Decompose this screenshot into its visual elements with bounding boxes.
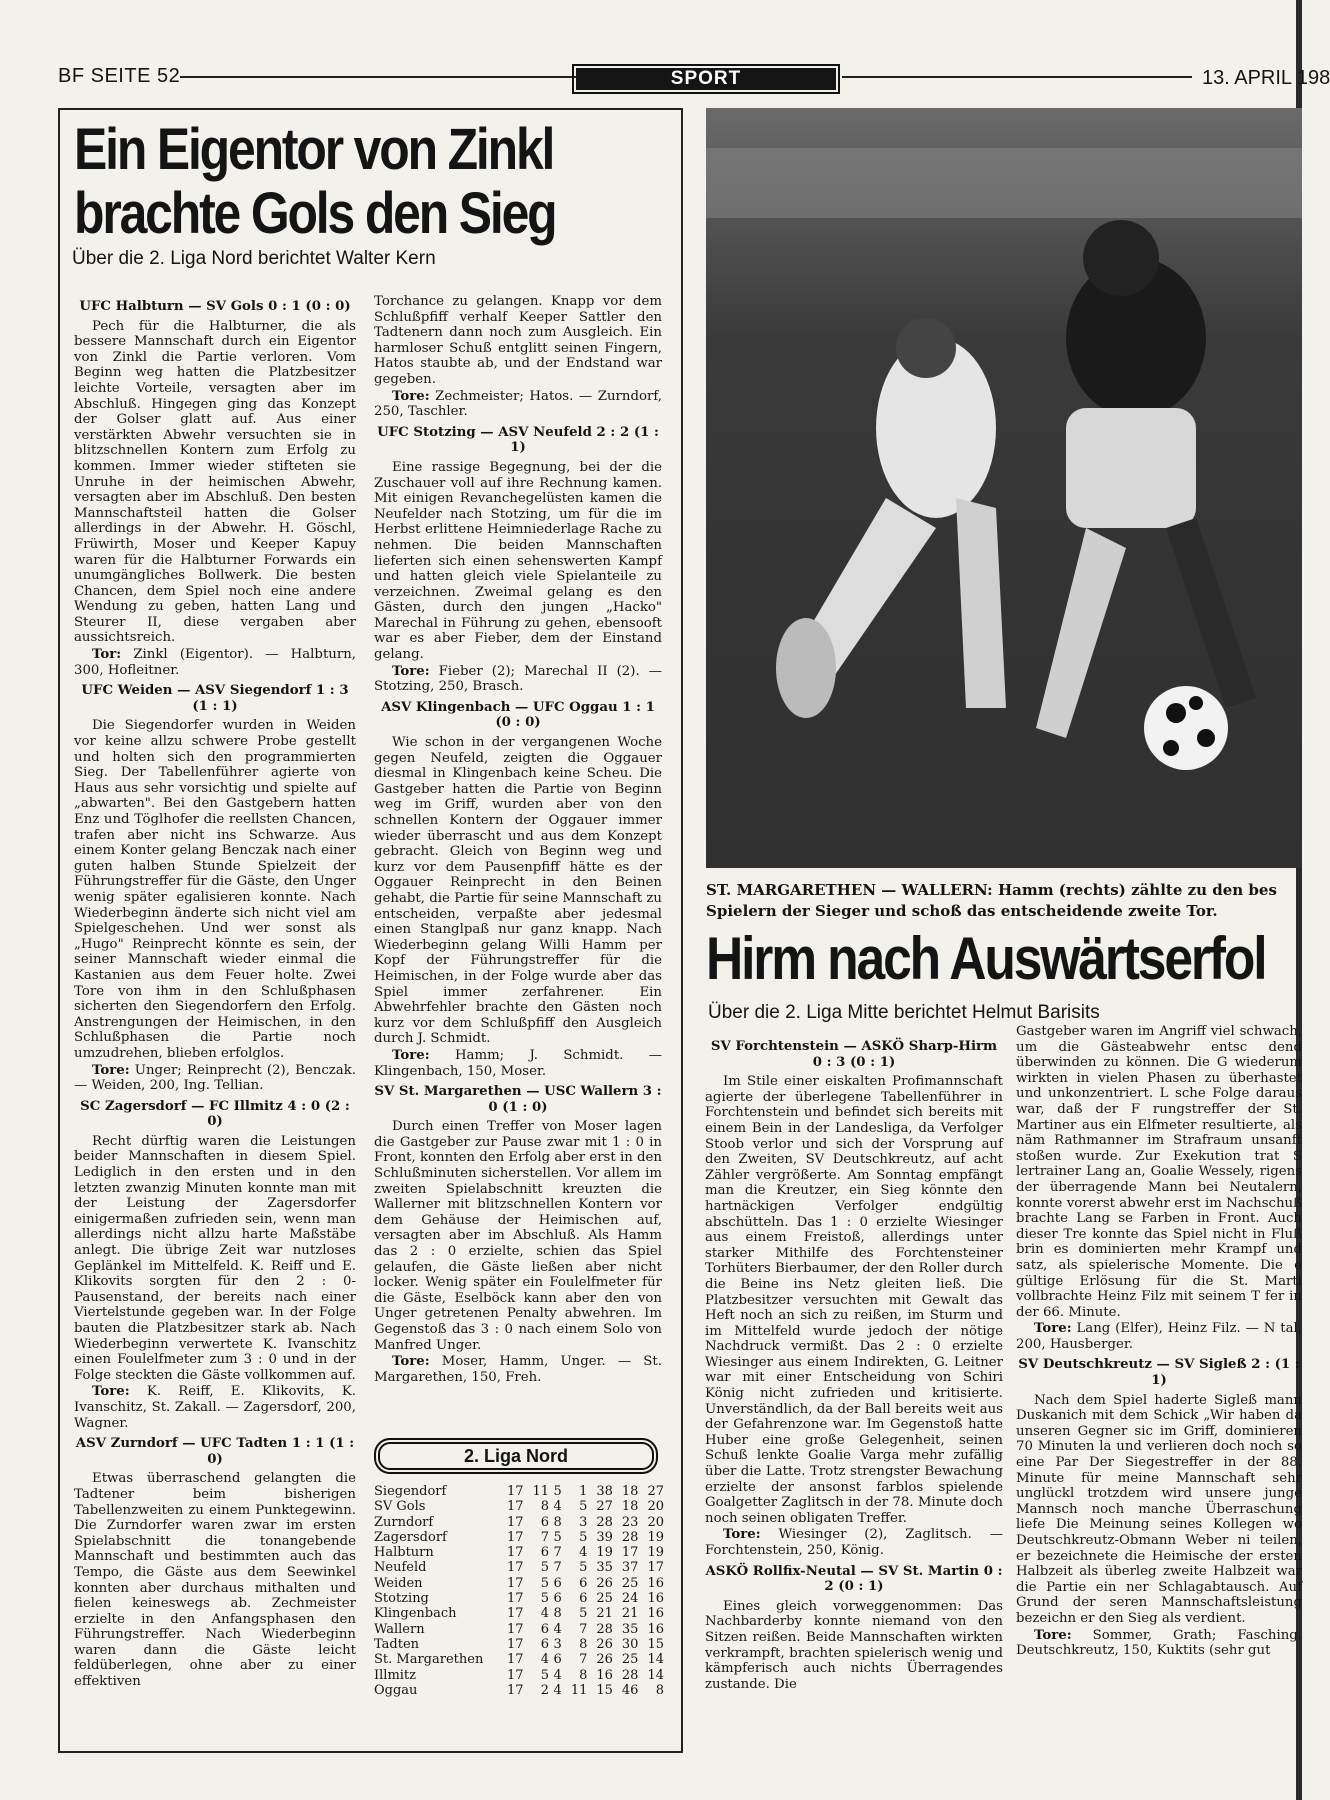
team-name: Klingenbach	[374, 1606, 457, 1622]
stat-cell: 6	[540, 1545, 550, 1561]
article2-column-2	[1016, 1024, 1302, 1660]
headline-line-1: Ein Eigentor von Zinkl	[74, 117, 554, 182]
stat-cell: 25	[621, 1575, 639, 1591]
stat-cell: 17	[506, 1560, 524, 1576]
stat-cell: 7	[579, 1652, 588, 1668]
stat-cell: 21	[596, 1606, 613, 1622]
stat-cell: 3	[553, 1636, 562, 1652]
stat-cell: 17	[506, 1682, 524, 1698]
table-row	[374, 1560, 664, 1575]
stat-cell: 8	[655, 1682, 664, 1698]
stat-cell: 6	[579, 1575, 588, 1591]
match-heading: ASV Klingenbach — UFC Oggau 1 : 1 (0 : 0)	[381, 699, 655, 731]
team-name: Zurndorf	[374, 1514, 434, 1530]
scorers-label: Tore:	[392, 663, 430, 679]
scorers-label: Tore:	[723, 1527, 761, 1543]
caption-line-2: Spielern der Sieger und schoß das entscheidende zweite Tor.	[706, 902, 1218, 920]
team-name: Tadten	[374, 1636, 420, 1652]
match-photo	[706, 108, 1302, 868]
match-heading: ASV Zurndorf — UFC Tadten 1 : 1 (1 : 0)	[75, 1436, 355, 1467]
stat-cell: 20	[647, 1499, 664, 1515]
scorers-line: Tore: Unger; Reinprecht (2), Benczak. — Weiden, 200, Ing. Tellian.	[74, 1062, 356, 1094]
table-row	[374, 1484, 664, 1499]
article2-byline: Über die 2. Liga Mitte berichtet Helmut Barisits	[708, 1002, 1100, 1023]
header-rule-right	[842, 76, 1192, 78]
match-heading: UFC Halbturn — SV Gols 0 : 1 (0 : 0)	[79, 299, 351, 314]
table-row	[374, 1591, 664, 1606]
report-paragraph: Recht dürftig waren die Leistungen beider Mannschaften in diesem Spiel. Lediglich in den ersten und in den letzten zwanzig Minuten konnte man mit der Leistung der Zagersdorfer einigermaßen zufrieden sein, wenn man allerdings nicht allzu harte Maßstäbe anlegt. Die übrige Zeit war nutzloses Geplänkel im Mittelfeld. K. Reiff und E. Klikovits sorgten für den 2 : 0-Pausenstand, der bereits nach einer Viertelstunde gegeben war. In der Folge bauten die Platzbesitzer stark ab. Nach Wiederbeginn verwertete K. Ivanschitz einen Foulelfmeter zum 3 : 0 und in der Folge steckten die Gäste vollkommen auf.	[74, 1133, 356, 1383]
stat-cell: 4	[553, 1682, 562, 1698]
report-paragraph: Wie schon in der vergangenen Woche gegen Neufeld, zeigten die Oggauer diesmal in Klingenbach keine Scheu. Die Gastgeber hatten die Partie von Beginn weg im Griff, wurden aber von den schnellen Kontern der Oggauer immer wieder überrascht und aus dem Konzept gebracht. Gleich von Beginn weg und kurz vor dem Pausenpfiff hätte es der Oggauer Reinprecht in den Beinen gehabt, die Partie für seine Mannschaft zu entscheiden, verpaßte aber jedesmal einen Stanglpaß nur ganz knapp. Nach Wiederbeginn gelang Willi Hamm per Kopf der Führungstreffer für die Heimischen, in der Folge wurde aber das Spiel immer zerfahrener. Ein Abwehrfehler brachte den Gästen noch kurz vor dem Schlußpfiff den Ausgleich durch J. Schmidt.	[374, 735, 662, 1047]
stat-cell: 17	[506, 1606, 524, 1622]
match-heading: SV Deutschkreutz — SV Sigleß 2 : (1 : 1)	[1018, 1357, 1300, 1389]
report-paragraph: Die Siegendorfer wurden in Weiden vor keine allzu schwere Probe gestellt und holten sich den programmierten Sieg. Der Tabellenführer agierte von Haus aus sehr vorsichtig und spielte auf „abwarten". Bei den Gastgebern hatten Enz und Töglhofer die reellsten Chancen, trafen aber nicht ins Schwarze. Aus einem Konter gelang Benczak nach einer guten halben Stunde Spielzeit der Führungstreffer für die Gäste, den Unger wenig später egalisieren konnte. Nach Wiederbeginn änderte sich nicht viel am Spielgeschehen. Und wer sonst als „Hugo" Reinprecht könnte es sein, der seiner Mannschaft wieder einmal die Kastanien aus dem Feuer holte. Zwei Tore von ihm in den Schlußphasen sicherten den Siegendorfern den Erfolg. Anstrengungen der Heimischen, in den Schlußphasen die Partie noch umzudrehen, blieben erfolglos.	[74, 718, 356, 1061]
team-name: Oggau	[374, 1682, 418, 1698]
stat-cell: 1	[579, 1484, 588, 1499]
stat-cell: 19	[647, 1545, 664, 1561]
stat-cell: 17	[506, 1636, 524, 1652]
stat-cell: 5	[579, 1606, 588, 1622]
stat-cell: 39	[596, 1529, 613, 1545]
stat-cell: 18	[621, 1499, 639, 1515]
stat-cell: 8	[579, 1667, 588, 1683]
stat-cell: 6	[579, 1591, 588, 1607]
stat-cell: 6	[540, 1636, 550, 1652]
team-name: Stotzing	[374, 1591, 429, 1607]
stat-cell: 5	[540, 1591, 550, 1607]
stat-cell: 3	[579, 1514, 588, 1530]
stat-cell: 37	[621, 1560, 639, 1576]
stat-cell: 17	[621, 1545, 639, 1561]
stat-cell: 6	[540, 1621, 550, 1637]
stat-cell: 16	[647, 1575, 664, 1591]
stat-cell: 5	[579, 1560, 588, 1576]
stat-cell: 16	[647, 1621, 664, 1637]
stat-cell: 19	[647, 1529, 664, 1545]
match-heading: SV St. Margarethen — USC Wallern 3 : 0 (1 : 0)	[374, 1084, 662, 1115]
stat-cell: 5	[579, 1499, 588, 1515]
scorers-label: Tore:	[392, 1354, 430, 1370]
stat-cell: 20	[647, 1514, 664, 1530]
stat-cell: 16	[596, 1667, 613, 1683]
match-heading: UFC Weiden — ASV Siegendorf 1 : 3 (1 : 1)	[81, 683, 349, 714]
header-rule-left	[180, 76, 620, 78]
team-name: Wallern	[374, 1621, 425, 1637]
stat-cell: 5	[579, 1529, 588, 1545]
stat-cell: 4	[553, 1499, 562, 1515]
stat-cell: 21	[621, 1606, 639, 1622]
article2-headline: Hirm nach Auswärtserfol	[706, 925, 1266, 992]
stat-cell: 15	[647, 1636, 664, 1652]
stat-cell: 7	[540, 1529, 550, 1545]
scorers-line: Tore: Hamm; J. Schmidt. — Klingenbach, 150, Moser.	[374, 1047, 662, 1079]
report-paragraph: Gastgeber waren im Angriff viel schwach, um die Gästeabwehr entsc dend überwinden zu können. Die G wiederum wirkten in vielen Phasen zu überhastet und unkonzentriert. L sche Folge daraus war, daß der F rungstreffer der St. Martiner aus ein Elfmeter resultierte, als näm Rathmanner im Strafraum unsanft stoßen wurde. Zur Exekution trat S lertrainer Lang an, Goalie Wessely, rigens der überragende Mann bei Neutalern, konnte vorerst abwehr erst im Nachschuß brachte Lang se Farben in Front. Auch dieser Tre konnte das Spiel nicht in Fluß brin es dominierten mehr Krampf und satz, als spielerische Momente. Die e gültige Erlösung für die St. Marti vollbrachte Heinz Filz mit seinem T fer in der 66. Minute.	[1016, 1024, 1302, 1320]
report-paragraph: Durch einen Treffer von Moser lagen die Gastgeber zur Pause zwar mit 1 : 0 in Front, konnten den Erfolg aber erst in den Schlußminuten sicherstellen. Vor allem im zweiten Spielabschnitt kreuzten die Wallerner mit blitzschnellen Kontern vor dem Gehäuse der Heimischen auf, versagten aber im Abschluß. Als Hamm das 2 : 0 erzielte, schien das Spiel gelaufen, die Gäste ließen aber nicht locker. Wenig später ein Foulelfmeter für die Gäste, Eselböck kann aber den von Unger getretenen Penalty abwehren. Im Gegenstoß das 3 : 0 nach einem Solo von Manfred Unger.	[374, 1119, 662, 1353]
match-heading: SV Forchtenstein — ASKÖ Sharp-Hirm 0 : 3 (0 : 1)	[710, 1039, 998, 1070]
stat-cell: 6	[553, 1591, 562, 1607]
stat-cell: 23	[621, 1514, 639, 1530]
stat-cell: 4	[553, 1621, 562, 1637]
article1-column-2	[374, 294, 662, 1386]
stat-cell: 26	[596, 1636, 613, 1652]
scorers-line: Tore: Wiesinger (2), Zaglitsch. — Forchtenstein, 250, König.	[705, 1527, 1003, 1558]
scorers-label: Tore:	[1034, 1627, 1072, 1643]
stat-cell: 4	[540, 1652, 550, 1668]
scorers-label: Tore:	[92, 1062, 130, 1078]
stat-cell: 14	[647, 1667, 664, 1683]
stat-cell: 14	[647, 1652, 664, 1668]
scorers-line: Tore: Lang (Elfer), Heinz Filz. — N tal, 200, Hausberger.	[1016, 1321, 1302, 1352]
stat-cell: 16	[647, 1591, 664, 1607]
stat-cell: 11	[570, 1682, 588, 1698]
scorers-line: Tore: Fieber (2); Marechal II (2). — Stotzing, 250, Brasch.	[374, 663, 662, 695]
league-table-title: 2. Liga Nord	[378, 1442, 654, 1470]
table-row	[374, 1652, 664, 1667]
team-name: Weiden	[374, 1575, 423, 1591]
report-paragraph: Eines gleich vorweggenommen: Das Nachbarderby konnte niemand von den Sitzen reißen. Beide Mannschaften wirkten verkrampft, brachten spielerisch wenig und kämpferisch auch nichts Überragendes zustande. Die	[705, 1598, 1003, 1692]
stat-cell: 17	[647, 1560, 664, 1576]
stat-cell: 17	[506, 1652, 524, 1668]
team-name: Illmitz	[374, 1667, 417, 1683]
stat-cell: 4	[579, 1545, 588, 1561]
stat-cell: 15	[596, 1682, 613, 1698]
stat-cell: 17	[506, 1499, 524, 1515]
report-paragraph: Eine rassige Begegnung, bei der die Zuschauer voll auf ihre Rechnung kamen. Mit einigen Revanchegelüsten kamen die Neufelder nach Stotzing, um für die im Herbst erlittene Heimniederlage Rache zu nehmen. Die beiden Mannschaften lieferten sich einen sehenswerten Kampf und hatten gleich viele Spielanteile zu verzeichnen. Zweimal gelang es den Gästen, durch den jungen „Hacko" Marechal in Führung zu gehen, ebensooft war es aber Fieber, dem der Einstand gelang.	[374, 459, 662, 663]
article1-column-1	[74, 294, 356, 1691]
stat-cell: 7	[553, 1560, 562, 1576]
table-row	[374, 1499, 664, 1514]
report-paragraph: Etwas überraschend gelangten die Tadtener beim bisherigen Tabellenzweiten zu einem Punktegewinn. Die Zurndorfer waren zwar im ersten Spielabschnitt die tonangebende Mannschaft und bestimmten auch das Tempo, die Gäste aus dem Seewinkel konnten aber durchaus mithalten und fielen keineswegs ab. Zechmeister erzielte in den Anfangsphasen den Führungstreffer. Nach Wiederbeginn waren dann die Gäste leicht feldüberlegen, ohne aber zu einer effektiven	[74, 1471, 356, 1690]
report-paragraph: Im Stile einer eiskalten Profimannschaft agierte der überlegene Tabellenführer in Forchtenstein und befindet sich bereits mit einem Bein in der Landesliga, da Verfolger Stoob verlor und sich der Vorsprung auf den Zweiten, SV Deutschkreutz, auf acht Zähler vergrößerte. Am Sonntag empfängt man die Kreutzer, ein Sieg könnte den hartnäckigen Verfolger endgültig abschütteln. Das 1 : 0 erzielte Wiesinger aus einem Freistoß, allerdings unter starker Mithilfe des Forchtensteiner Torhüters Bierbaumer, der den Roller durch die Beine ins Netz gleiten ließ. Die Platzbesitzer versuchten mit Gewalt das Heft noch an sich zu reißen, im Sturm und im Mittelfeld wurde jedoch der nötige Nachdruck vermißt. Das 2 : 0 erzielte Wiesinger aus einem Indirekten, G. Leitner war mit einer Entscheidung von Schiri König nicht zufrieden und kritisierte. Unverständlich, da der Ball bereits weit aus der Gefahrenzone war. Im Gegenstoß hatte Huber eine große Gelegenheit, seinen Schuß lenkte Goalie Varga mehr zufällig über die Latte. Trotz strengster Bewachung erzielte der ansonst farblos spielende Goalgetter Zaglitsch in der 78. Minute doch noch seinen obligaten Treffer.	[705, 1074, 1003, 1526]
stat-cell: 7	[553, 1545, 562, 1561]
stat-cell: 17	[506, 1514, 524, 1530]
scorers-line: Tore: K. Reiff, E. Klikovits, K. Ivanschitz, St. Zakall. — Zagersdorf, 200, Wagner.	[74, 1384, 356, 1431]
stat-cell: 2	[540, 1682, 550, 1698]
table-row	[374, 1637, 664, 1652]
team-name: St. Margarethen	[374, 1652, 484, 1668]
caption-bold: ST. MARGARETHEN — WALLERN:	[706, 881, 993, 899]
section-label: SPORT	[576, 68, 836, 90]
match-heading: SC Zagersdorf — FC Illmitz 4 : 0 (2 : 0)	[80, 1098, 350, 1130]
stat-cell: 18	[621, 1484, 639, 1499]
table-row	[374, 1683, 664, 1698]
stat-cell: 17	[506, 1545, 524, 1561]
scorers-line: Tore: Sommer, Grath; Fasching. Deutschkreutz, 150, Kuktits (sehr gut	[1016, 1627, 1302, 1659]
scorers-label: Tore:	[392, 1047, 430, 1063]
article1-byline: Über die 2. Liga Nord berichtet Walter Kern	[72, 248, 436, 269]
table-row	[374, 1576, 664, 1591]
scorers-line: Tore: Moser, Hamm, Unger. — St. Margarethen, 150, Freh.	[374, 1354, 662, 1385]
headline-line-2: brachte Gols den Sieg	[74, 181, 556, 246]
stat-cell: 6	[540, 1514, 550, 1530]
stat-cell: 6	[553, 1575, 562, 1591]
stat-cell: 25	[596, 1591, 613, 1607]
scorers-label: Tore:	[1034, 1321, 1072, 1337]
caption-rest: Hamm (rechts) zählte zu den bes	[992, 881, 1277, 899]
match-heading: UFC Stotzing — ASV Neufeld 2 : 2 (1 : 1)	[377, 424, 659, 456]
report-paragraph: Torchance zu gelangen. Knapp vor dem Schlußpfiff verhalf Keeper Sattler den Tadtenern dann noch zum Ausgleich. Ein harmloser Schuß entglitt seinen Fingern, Hatos staubte ab, und der Endstand war gegeben.	[374, 294, 662, 387]
stat-cell: 5	[553, 1484, 562, 1499]
team-name: Halbturn	[374, 1545, 434, 1561]
match-heading: ASKÖ Rollfix-Neutal — SV St. Martin 0 : 2 (0 : 1)	[705, 1563, 1003, 1595]
football-players-photo	[706, 108, 1302, 868]
stat-cell: 5	[553, 1529, 562, 1545]
scorers-line: Tor: Zinkl (Eigentor). — Halbturn, 300, Hofleitner.	[74, 647, 356, 678]
scorers-label: Tore:	[392, 388, 430, 404]
stat-cell: 17	[506, 1667, 524, 1683]
report-paragraph: Pech für die Halbturner, die als bessere Mannschaft durch ein Eigentor von Zinkl die Partie verloren. Vom Beginn weg hatten die Platzbesitzer leichte Vorteile, versagten aber im Abschluß. Hingegen ging das Konzept der Golser glatt auf. Aus einer verstärkten Abwehr versuchten sie in blitzschnellen Kontern zum Erfolg zu kommen. Immer wieder stifteten sie Unruhe in der heimischen Abwehr, versagten aber im Abschluß. Den besten Mannschaftsteil hatten die Golser allerdings in der Abwehr. H. Göschl, Früwirth, Moser und Keeper Kapuy waren für die Halbturner Forwards ein unumgängliches Bollwerk. Die besten Chancen, dem Spiel noch eine andere Wendung zu geben, hatten Lang und Steurer II, diese vergaben aber aussichtsreich.	[74, 318, 356, 646]
team-name: Siegendorf	[374, 1484, 447, 1499]
table-row	[374, 1545, 664, 1560]
table-row	[374, 1515, 664, 1530]
stat-cell: 28	[596, 1621, 613, 1637]
scorers-label: Tor:	[92, 647, 122, 663]
stat-cell: 19	[596, 1545, 613, 1561]
league-table	[374, 1484, 664, 1698]
section-label-box	[572, 64, 840, 94]
stat-cell: 16	[647, 1606, 664, 1622]
scorers-line: Tore: Zechmeister; Hatos. — Zurndorf, 250, Taschler.	[374, 388, 662, 420]
stat-cell: 25	[621, 1652, 639, 1668]
stat-cell: 17	[506, 1575, 524, 1591]
issue-date: 13. APRIL 198	[1202, 67, 1330, 89]
stat-cell: 5	[540, 1560, 550, 1576]
team-name: SV Gols	[374, 1499, 426, 1515]
stat-cell: 38	[596, 1484, 613, 1499]
article1-headline	[74, 118, 590, 246]
stat-cell: 27	[596, 1499, 613, 1515]
stat-cell: 17	[506, 1591, 524, 1607]
team-name: Zagersdorf	[374, 1529, 447, 1545]
stat-cell: 8	[553, 1606, 562, 1622]
table-row	[374, 1606, 664, 1621]
stat-cell: 28	[621, 1667, 639, 1683]
stat-cell: 4	[553, 1667, 562, 1683]
stat-cell: 24	[621, 1591, 639, 1607]
table-row	[374, 1622, 664, 1637]
stat-cell: 17	[506, 1621, 524, 1637]
team-name: Neufeld	[374, 1560, 427, 1576]
stat-cell: 11	[532, 1484, 550, 1499]
stat-cell: 17	[506, 1529, 524, 1545]
article2-column-1	[705, 1034, 1003, 1693]
table-row	[374, 1668, 664, 1683]
stat-cell: 8	[579, 1636, 588, 1652]
stat-cell: 26	[596, 1652, 613, 1668]
stat-cell: 6	[553, 1652, 562, 1668]
stat-cell: 5	[540, 1575, 550, 1591]
page-number: BF SEITE 52	[58, 65, 181, 87]
stat-cell: 7	[579, 1621, 588, 1637]
stat-cell: 17	[506, 1484, 524, 1499]
stat-cell: 26	[596, 1575, 613, 1591]
stat-cell: 4	[540, 1606, 550, 1622]
stat-cell: 28	[596, 1514, 613, 1530]
stat-cell: 28	[621, 1529, 639, 1545]
table-row	[374, 1530, 664, 1545]
page-header	[52, 64, 1330, 94]
stat-cell: 27	[647, 1484, 664, 1499]
stat-cell: 8	[540, 1499, 550, 1515]
scorers-label: Tore:	[92, 1384, 130, 1400]
stat-cell: 5	[540, 1667, 550, 1683]
stat-cell: 35	[621, 1621, 639, 1637]
stat-cell: 30	[621, 1636, 639, 1652]
stat-cell: 46	[621, 1682, 639, 1698]
photo-caption	[706, 880, 1302, 922]
stat-cell: 35	[596, 1560, 613, 1576]
league-table-title-box	[374, 1438, 658, 1474]
report-paragraph: Nach dem Spiel haderte Sigleß mann Duskanich mit dem Schick „Wir haben da unseren Gegner sic im Griff, dominieren 70 Minuten la und verlieren doch noch so eine Par Der Siegestreffer in der 88. Minute für meine Mannschaft sehr unglückl trotzdem wird unsere junge Mannsch noch manche Überraschung liefe Die Meinung seines Kollegen wo Deutschkreutz-Obmann Weber ni teilen, er bezeichnete die Heimische der ersten Halbzeit als überleg zweite Halbzeit war die Partie ein ner Schlagabtausch. Auf Grund der seren Mannschaftsleistung bezeichn er den Sieg als verdient.	[1016, 1392, 1302, 1626]
stat-cell: 8	[553, 1514, 562, 1530]
